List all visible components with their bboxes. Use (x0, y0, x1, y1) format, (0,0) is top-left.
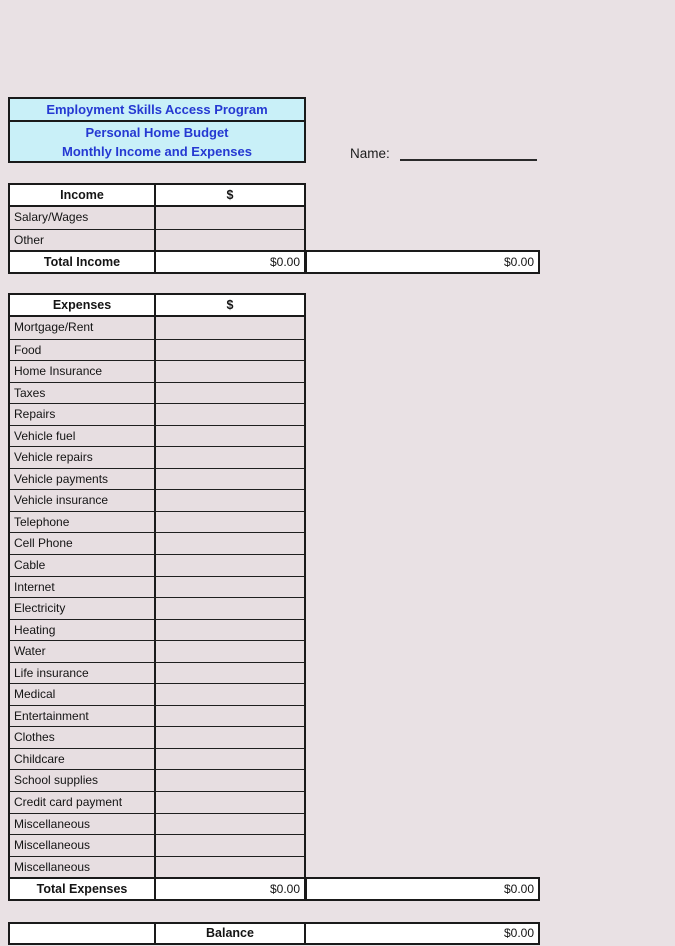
expense-amount-cell[interactable] (156, 555, 304, 576)
expense-label: Electricity (10, 598, 156, 619)
expense-row (10, 597, 304, 619)
expense-amount-cell[interactable] (156, 770, 304, 791)
balance-row (8, 922, 540, 945)
expense-row (10, 576, 304, 598)
income-total-side-cell: $0.00 (305, 250, 540, 274)
income-row (10, 229, 304, 251)
doc-subtitle: Monthly Income and Expenses (62, 143, 252, 159)
expense-row (10, 726, 304, 748)
expense-amount-cell[interactable] (156, 447, 304, 468)
expense-row (10, 511, 304, 533)
expense-amount-cell[interactable] (156, 620, 304, 641)
expense-label: Vehicle fuel (10, 426, 156, 447)
expense-label: Credit card payment (10, 792, 156, 813)
expense-label: Miscellaneous (10, 814, 156, 835)
expense-row (10, 317, 304, 339)
expense-amount-cell[interactable] (156, 340, 304, 361)
expense-label: Vehicle insurance (10, 490, 156, 511)
expense-amount-cell[interactable] (156, 404, 304, 425)
expenses-header-amount: $ (226, 298, 234, 312)
expenses-total-row (10, 877, 304, 899)
expense-rows (10, 317, 304, 877)
expense-row (10, 640, 304, 662)
income-total-row (10, 250, 304, 272)
expense-label: Food (10, 340, 156, 361)
expense-amount-cell[interactable] (156, 727, 304, 748)
expense-amount-cell[interactable] (156, 426, 304, 447)
expenses-header-row (10, 295, 304, 317)
expense-label: School supplies (10, 770, 156, 791)
expense-label: Heating (10, 620, 156, 641)
name-field (350, 141, 537, 161)
expense-amount-cell[interactable] (156, 749, 304, 770)
income-header-row (10, 185, 304, 207)
expense-amount-cell[interactable] (156, 533, 304, 554)
expense-row (10, 769, 304, 791)
expense-label: Entertainment (10, 706, 156, 727)
expenses-total-value: $0.00 (269, 882, 300, 897)
expense-label: Repairs (10, 404, 156, 425)
expense-label: Water (10, 641, 156, 662)
expense-amount-cell[interactable] (156, 598, 304, 619)
expense-row (10, 489, 304, 511)
income-header-label: Income (10, 185, 156, 205)
expenses-header-label: Expenses (10, 295, 156, 315)
name-underline-input[interactable] (400, 144, 537, 161)
expense-amount-cell[interactable] (156, 469, 304, 490)
income-label: Other (10, 230, 156, 251)
expense-label: Taxes (10, 383, 156, 404)
expense-label: Vehicle payments (10, 469, 156, 490)
expense-row (10, 532, 304, 554)
income-table (8, 183, 306, 274)
expense-amount-cell[interactable] (156, 706, 304, 727)
expense-row (10, 834, 304, 856)
expense-row (10, 856, 304, 878)
expense-label: Telephone (10, 512, 156, 533)
expense-row (10, 683, 304, 705)
income-label: Salary/Wages (10, 207, 156, 229)
expenses-total-side-cell: $0.00 (305, 877, 540, 901)
expense-row (10, 425, 304, 447)
title-box (8, 97, 306, 163)
income-row (10, 207, 304, 229)
income-amount-cell[interactable] (156, 230, 304, 251)
expense-row (10, 382, 304, 404)
income-amount-cell[interactable] (156, 207, 304, 229)
program-title: Employment Skills Access Program (10, 99, 304, 122)
expense-label: Home Insurance (10, 361, 156, 382)
expense-row (10, 748, 304, 770)
expense-row (10, 662, 304, 684)
income-total-label: Total Income (10, 252, 156, 272)
expense-label: Medical (10, 684, 156, 705)
expenses-total-label: Total Expenses (10, 879, 156, 899)
expense-amount-cell[interactable] (156, 857, 304, 878)
expense-row (10, 360, 304, 382)
expense-amount-cell[interactable] (156, 383, 304, 404)
expense-row (10, 619, 304, 641)
expense-row (10, 813, 304, 835)
income-rows (10, 207, 304, 250)
income-header-amount: $ (226, 188, 234, 202)
expense-label: Life insurance (10, 663, 156, 684)
expense-row (10, 403, 304, 425)
title-subtitles (10, 122, 304, 161)
expense-amount-cell[interactable] (156, 512, 304, 533)
expense-label: Internet (10, 577, 156, 598)
expense-label: Cell Phone (10, 533, 156, 554)
balance-label: Balance (156, 924, 306, 943)
balance-empty-cell (10, 924, 156, 943)
expense-row (10, 339, 304, 361)
balance-value: $0.00 (503, 926, 534, 940)
income-total-value: $0.00 (269, 255, 300, 269)
expense-row (10, 446, 304, 468)
expense-label: Miscellaneous (10, 857, 156, 878)
expense-amount-cell[interactable] (156, 663, 304, 684)
doc-title: Personal Home Budget (85, 124, 229, 140)
expense-row (10, 554, 304, 576)
expense-row (10, 468, 304, 490)
name-label: Name: (350, 146, 390, 161)
expense-amount-cell[interactable] (156, 317, 304, 339)
expenses-table (8, 293, 306, 901)
expense-amount-cell[interactable] (156, 684, 304, 705)
expense-label: Clothes (10, 727, 156, 748)
expense-label: Childcare (10, 749, 156, 770)
expense-amount-cell[interactable] (156, 361, 304, 382)
expense-row (10, 791, 304, 813)
expense-label: Miscellaneous (10, 835, 156, 856)
expense-amount-cell[interactable] (156, 641, 304, 662)
expense-amount-cell[interactable] (156, 814, 304, 835)
expense-amount-cell[interactable] (156, 490, 304, 511)
expense-amount-cell[interactable] (156, 835, 304, 856)
expense-amount-cell[interactable] (156, 792, 304, 813)
expense-row (10, 705, 304, 727)
expense-label: Mortgage/Rent (10, 317, 156, 339)
expense-amount-cell[interactable] (156, 577, 304, 598)
expense-label: Cable (10, 555, 156, 576)
expense-label: Vehicle repairs (10, 447, 156, 468)
